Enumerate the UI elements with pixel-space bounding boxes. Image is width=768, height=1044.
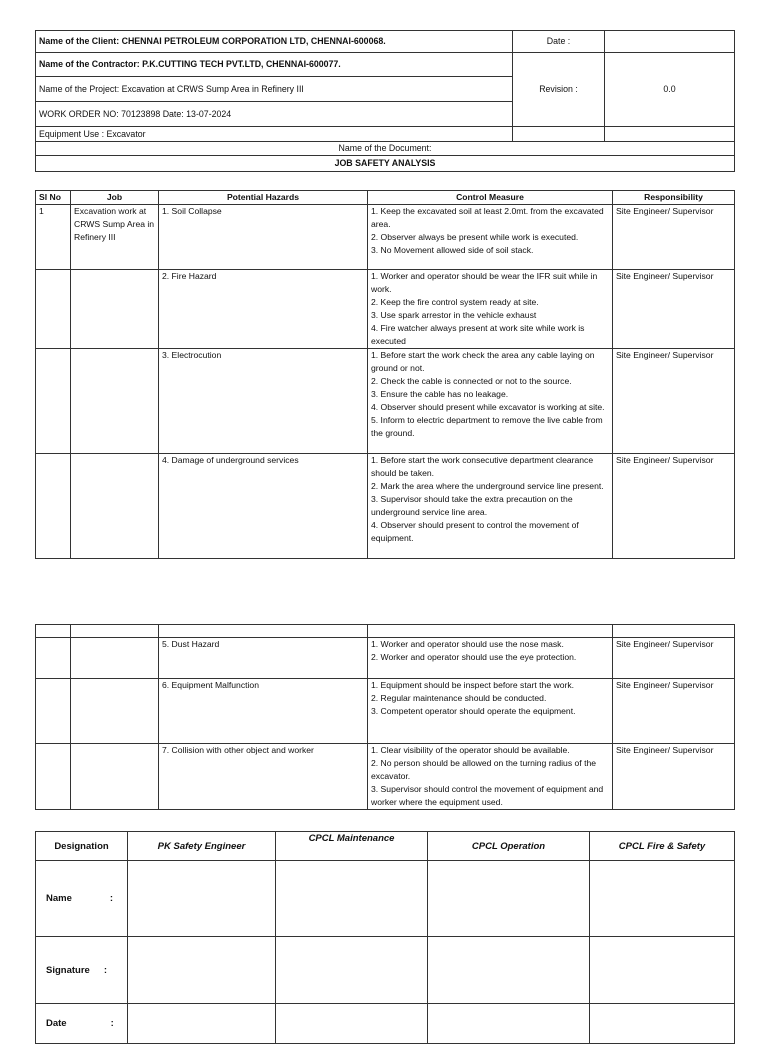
jsa-table-continued [35, 624, 735, 810]
control-measures: 1. Before start the work consecutive department clearance should be taken. 2. Mark the area where the underground service line present. 3. Supervisor should take the extra precaution on the underground service line area. 4. Observer should present to control the movement of equipment. [368, 454, 613, 559]
responsibility: Site Engineer/ Supervisor [613, 638, 735, 679]
control-measures: 1. Keep the excavated soil at least 2.0mt. from the excavated area. 2. Observer always be present while work is executed. 3. No Movement allowed side of soil stack. [368, 205, 613, 270]
name-field[interactable] [128, 861, 276, 937]
column-header-control: Control Measure [368, 191, 613, 205]
table-row [36, 205, 735, 270]
blank-cell [513, 127, 605, 142]
document-header [35, 30, 735, 172]
table-row [36, 270, 735, 349]
hazard: 7. Collision with other object and worker [159, 744, 368, 810]
control-measures: 1. Equipment should be inspect before start the work. 2. Regular maintenance should be conducted. 3. Competent operator should operate the equipment. [368, 679, 613, 744]
table-row [36, 744, 735, 810]
responsibility: Site Engineer/ Supervisor [613, 454, 735, 559]
column-header-hazards: Potential Hazards [159, 191, 368, 205]
signature-row-label: Signature : [36, 937, 128, 1004]
party-cpcl-maintenance: CPCL Maintenance [276, 832, 428, 861]
date-value [605, 31, 735, 53]
table-row [36, 349, 735, 454]
column-header-job: Job [71, 191, 159, 205]
control-measures: 1. Clear visibility of the operator should be available. 2. No person should be allowed on the turning radius of the excavator. 3. Supervisor should control the movement of equipment and worker where the equipment used. [368, 744, 613, 810]
control-measures: 1. Worker and operator should be wear the IFR suit while in work. 2. Keep the fire control system ready at site. 3. Use spark arrestor in the vehicle exhaust 4. Fire watcher always present at work site while work is executed [368, 270, 613, 349]
equipment-use: Equipment Use : Excavator [36, 127, 513, 142]
work-order: WORK ORDER NO: 70123898 Date: 13-07-2024 [36, 102, 513, 127]
jsa-table [35, 190, 735, 559]
responsibility: Site Engineer/ Supervisor [613, 349, 735, 454]
table-row [36, 454, 735, 559]
signature-field[interactable] [128, 937, 276, 1004]
name-row-label: Name : [36, 861, 128, 937]
column-header-sl-no: Sl No [36, 191, 71, 205]
hazard: 1. Soil Collapse [159, 205, 368, 270]
contractor-name: Name of the Contractor: P.K.CUTTING TECH PVT.LTD, CHENNAI-600077. [36, 53, 513, 77]
responsibility: Site Engineer/ Supervisor [613, 679, 735, 744]
hazard: 2. Fire Hazard [159, 270, 368, 349]
name-field[interactable] [276, 861, 428, 937]
name-field[interactable] [590, 861, 735, 937]
signoff-table [35, 831, 735, 1044]
document-title: JOB SAFETY ANALYSIS [36, 156, 735, 172]
party-pk-safety-engineer: PK Safety Engineer [128, 832, 276, 861]
blank-cell [605, 127, 735, 142]
control-measures: 1. Worker and operator should use the nose mask. 2. Worker and operator should use the eye protection. [368, 638, 613, 679]
client-name: Name of the Client: CHENNAI PETROLEUM CORPORATION LTD, CHENNAI-600068. [36, 31, 513, 53]
party-cpcl-operation: CPCL Operation [428, 832, 590, 861]
hazard: 3. Electrocution [159, 349, 368, 454]
table-row [36, 638, 735, 679]
responsibility: Site Engineer/ Supervisor [613, 205, 735, 270]
date-row-label: Date : [36, 1004, 128, 1044]
party-cpcl-fire-safety: CPCL Fire & Safety [590, 832, 735, 861]
sl-no: 1 [36, 205, 71, 270]
hazard: 4. Damage of underground services [159, 454, 368, 559]
signature-field[interactable] [590, 937, 735, 1004]
control-measures: 1. Before start the work check the area any cable laying on ground or not. 2. Check the cable is connected or not to the source. 3. Ensure the cable has no leakage. 4. Observer should present while excavator is working at site. 5. Inform to electric department to remove the live cable from the ground. [368, 349, 613, 454]
project-name: Name of the Project: Excavation at CRWS Sump Area in Refinery III [36, 77, 513, 102]
revision-label: Revision : [513, 53, 605, 127]
responsibility: Site Engineer/ Supervisor [613, 744, 735, 810]
designation-header: Designation [36, 832, 128, 861]
date-label: Date : [513, 31, 605, 53]
job-description: Excavation work at CRWS Sump Area in Refinery III [71, 205, 159, 270]
revision-value: 0.0 [605, 53, 735, 127]
table-row [36, 679, 735, 744]
hazard: 6. Equipment Malfunction [159, 679, 368, 744]
name-field[interactable] [428, 861, 590, 937]
hazard: 5. Dust Hazard [159, 638, 368, 679]
responsibility: Site Engineer/ Supervisor [613, 270, 735, 349]
document-name-label: Name of the Document: [36, 142, 735, 156]
column-header-responsibility: Responsibility [613, 191, 735, 205]
table-row [36, 625, 735, 638]
signature-field[interactable] [428, 937, 590, 1004]
signature-field[interactable] [276, 937, 428, 1004]
